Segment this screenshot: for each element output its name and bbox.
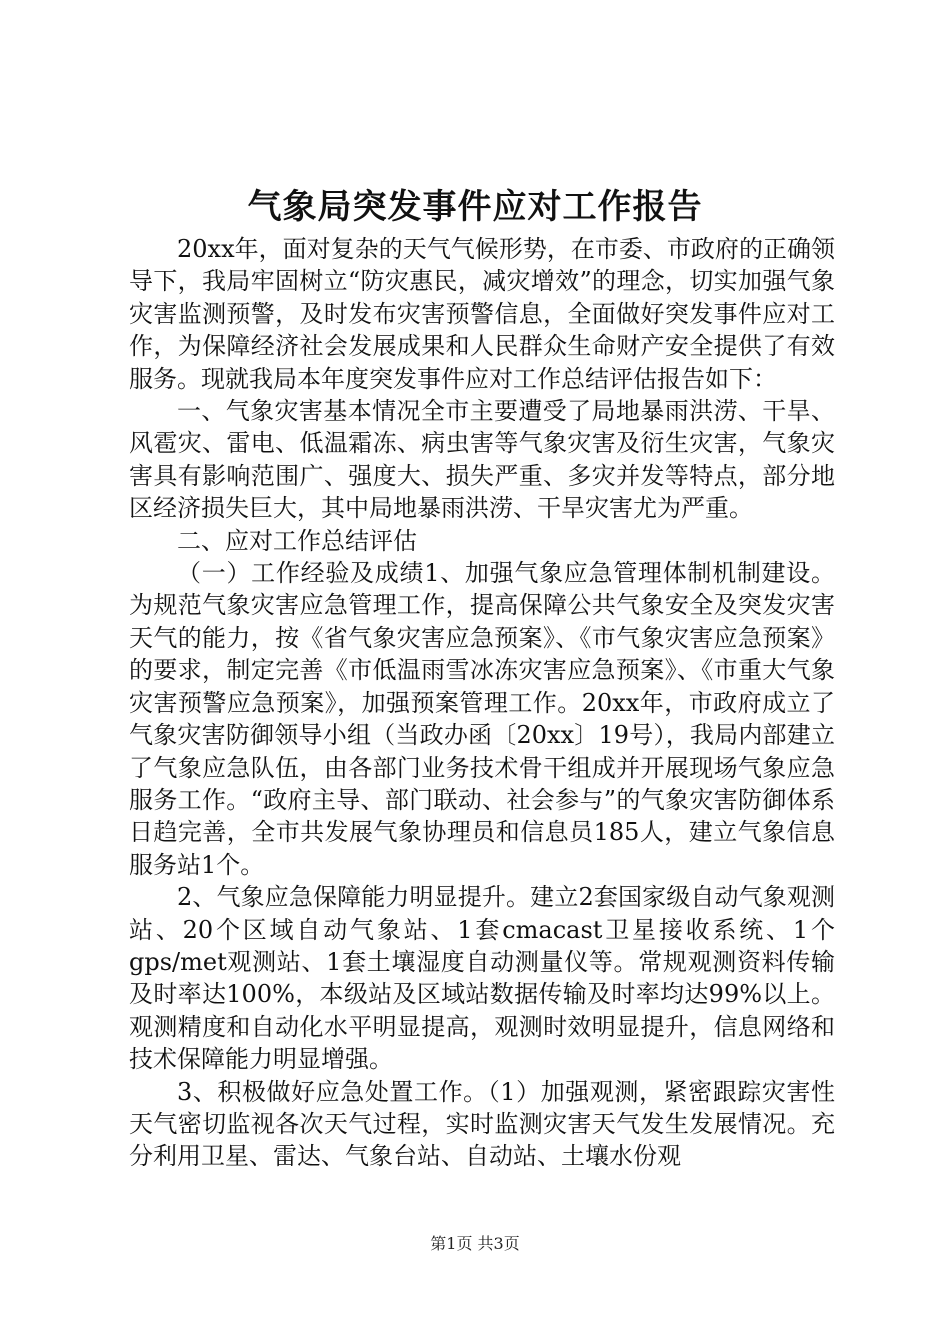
document-title: 气象局突发事件应对工作报告: [247, 187, 703, 227]
paragraph-item-2: 2、气象应急保障能力明显提升。建立2套国家级自动气象观测站、20个区域自动气象站、1套cmacast卫星接收系统、1个gps/met观测站、1套土壤湿度自动测量仪等。常规观测资料传输及时率达100%，本级站及区域站数据传输及时率均达99%以上。观测精度和自动化水平明显提高，观测时效明显提升，信息网络和技术保障能力明显增强。: [129, 883, 835, 1074]
paragraph-intro: 20xx年，面对复杂的天气气候形势，在市委、市政府的正确领导下，我局牢固树立“防灾惠民，减灾增效”的理念，切实加强气象灾害监测预警，及时发布灾害预警信息，全面做好突发事件应对工作，为保障经济社会发展成果和人民群众生命财产安全提供了有效服务。现就我局本年度突发事件应对工作总结评估报告如下：: [129, 235, 835, 393]
paragraph-section-1: 一、气象灾害基本情况全市主要遭受了局地暴雨洪涝、干旱、风雹灾、雷电、低温霜冻、病虫害等气象灾害及衍生灾害，气象灾害具有影响范围广、强度大、损失严重、多灾并发等特点，部分地区经济损失巨大，其中局地暴雨洪涝、干旱灾害尤为严重。: [129, 397, 835, 523]
paragraph-subsection-1: （一）工作经验及成绩1、加强气象应急管理体制机制建设。为规范气象灾害应急管理工作，提高保障公共气象安全及突发灾害天气的能力，按《省气象灾害应急预案》、《市气象灾害应急预案》的要求，制定完善《市低温雨雪冰冻灾害应急预案》、《市重大气象灾害预警应急预案》，加强预案管理工作。20xx年，市政府成立了气象灾害防御领导小组（当政办函〔20xx〕19号），我局内部建立了气象应急队伍，由各部门业务技术骨干组成并开展现场气象应急服务工作。“政府主导、部门联动、社会参与”的气象灾害防御体系日趋完善，全市共发展气象协理员和信息员185人，建立气象信息服务站1个。: [129, 559, 835, 879]
paragraph-section-2-heading: 二、应对工作总结评估: [177, 526, 417, 555]
document-body: [129, 233, 835, 1173]
paragraph-item-3: 3、积极做好应急处置工作。（1）加强观测，紧密跟踪灾害性天气密切监视各次天气过程，实时监测灾害天气发生发展情况。充分利用卫星、雷达、气象台站、自动站、土壤水份观: [129, 1077, 835, 1171]
page-footer: 第1页 共3页: [430, 1234, 520, 1253]
